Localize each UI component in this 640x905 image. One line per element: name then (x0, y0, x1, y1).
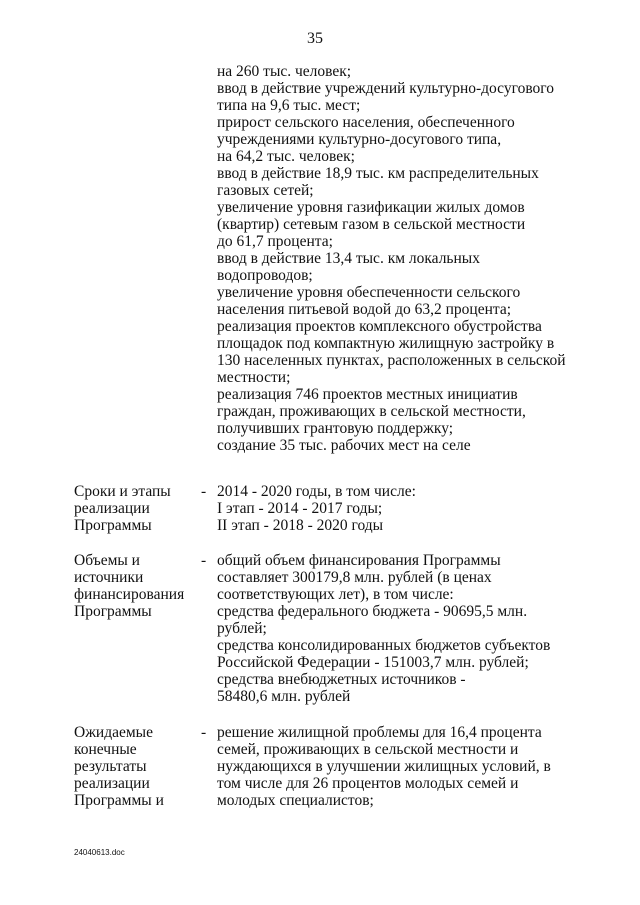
label-line: финансирования (74, 586, 185, 603)
label-line: реализации (74, 500, 150, 517)
value-line: средства федерального бюджета - 90695,5 млн. (217, 603, 528, 620)
text-line: ввод в действие 13,4 тыс. км локальных (217, 250, 480, 267)
text-line: получивших грантовую поддержку; (217, 420, 454, 437)
text-line: населения питьевой водой до 63,2 процента; (217, 301, 512, 318)
text-line: создание 35 тыс. рабочих мест на селе (217, 437, 471, 454)
section-dash: - (201, 552, 207, 569)
text-line: на 64,2 тыс. человек; (217, 148, 355, 165)
value-line: общий объем финансирования Программы (217, 552, 501, 569)
text-line: учреждениями культурно-досугового типа, (217, 131, 502, 148)
text-line: ввод в действие 18,9 тыс. км распределительных (217, 165, 539, 182)
page-number: 35 (307, 30, 323, 47)
label-line: результаты (74, 758, 147, 775)
section-label (74, 552, 194, 620)
document-filename: 24040613.doc (74, 848, 125, 857)
text-line: (квартир) сетевым газом в сельской местности (217, 216, 526, 233)
label-line: Программы (74, 603, 152, 620)
section-values (217, 552, 587, 705)
value-line: II этап - 2018 - 2020 годы (217, 517, 384, 534)
value-line: семей, проживающих в сельской местности и (217, 741, 519, 758)
text-line: реализация проектов комплексного обустройства (217, 318, 542, 335)
outcomes-list-continued (217, 63, 577, 454)
text-line: до 61,7 процента; (217, 233, 333, 250)
section-label (74, 483, 194, 534)
value-line: молодых специалистов; (217, 792, 374, 809)
text-line: прирост сельского населения, обеспеченного (217, 114, 515, 131)
text-line: ввод в действие учреждений культурно-досугового (217, 80, 555, 97)
section-dash: - (201, 483, 207, 500)
section-label (74, 724, 194, 809)
label-line: источники (74, 569, 144, 586)
value-line: рублей; (217, 620, 267, 637)
value-line: 58480,6 млн. рублей (217, 688, 351, 705)
text-line: граждан, проживающих в сельской местности, (217, 403, 526, 420)
text-line: увеличение уровня газификации жилых домов (217, 199, 525, 216)
value-line: 2014 - 2020 годы, в том числе: (217, 483, 416, 500)
label-line: конечные (74, 741, 137, 758)
text-line: на 260 тыс. человек; (217, 63, 352, 80)
section-values (217, 724, 587, 809)
label-line: Программы и (74, 792, 164, 809)
text-line: газовых сетей; (217, 182, 314, 199)
text-line: 130 населенных пунктах, расположенных в сельской (217, 352, 566, 369)
label-line: Объемы и (74, 552, 140, 569)
section-values (217, 483, 587, 534)
section-dash: - (201, 724, 207, 741)
text-line: местности; (217, 369, 291, 386)
label-line: реализации (74, 775, 150, 792)
value-line: соответствующих лет), в том числе: (217, 586, 454, 603)
value-line: Российской Федерации - 151003,7 млн. рублей; (217, 654, 529, 671)
value-line: составляет 300179,8 млн. рублей (в ценах (217, 569, 492, 586)
text-line: реализация 746 проектов местных инициатив (217, 386, 518, 403)
text-line: водопроводов; (217, 267, 313, 284)
value-line: решение жилищной проблемы для 16,4 процента (217, 724, 542, 741)
label-line: Сроки и этапы (74, 483, 171, 500)
text-line: площадок под компактную жилищную застройку в (217, 335, 555, 352)
text-line: увеличение уровня обеспеченности сельского (217, 284, 521, 301)
value-line: средства консолидированных бюджетов субъектов (217, 637, 551, 654)
value-line: том числе для 26 процентов молодых семей и (217, 775, 519, 792)
label-line: Ожидаемые (74, 724, 153, 741)
value-line: I этап - 2014 - 2017 годы; (217, 500, 383, 517)
text-line: типа на 9,6 тыс. мест; (217, 97, 361, 114)
value-line: средства внебюджетных источников - (217, 671, 466, 688)
label-line: Программы (74, 517, 152, 534)
value-line: нуждающихся в улучшении жилищных условий, в (217, 758, 551, 775)
